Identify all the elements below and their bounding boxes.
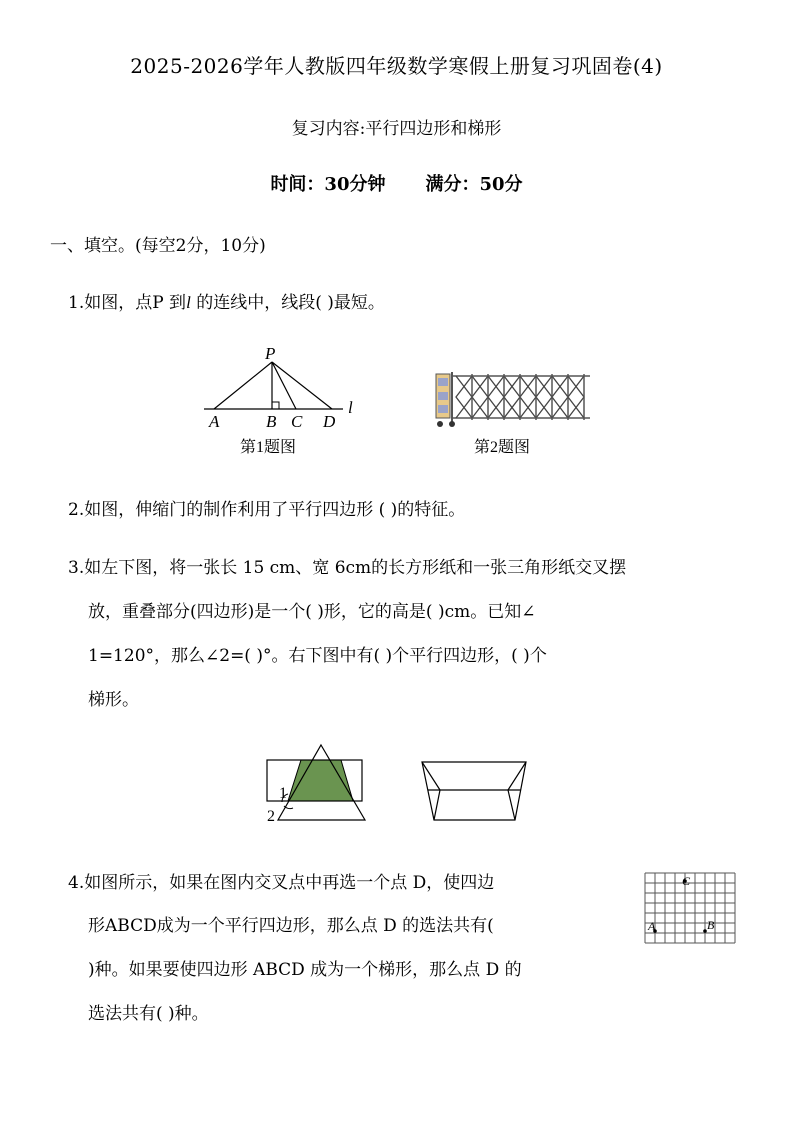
page-subtitle: 复习内容:平行四边形和梯形 [291, 119, 502, 139]
label-c: C [291, 412, 303, 431]
page-title: 2025-2026学年人教版四年级数学寒假上册复习巩固卷(4) [130, 54, 663, 78]
right-angle-mark [272, 402, 279, 409]
question-4-line-1: 4.如图所示，如果在图内交叉点中再选一个点 D，使四边 [68, 873, 495, 893]
time-limit: 时间：30分钟 [270, 174, 386, 195]
segment-pa [214, 362, 272, 409]
label-d: D [323, 412, 336, 431]
label-b: B [266, 412, 277, 431]
angle-2-label: 2 [267, 808, 275, 825]
figure-3-trapezoid [418, 758, 533, 826]
angle-1-label: 1 [279, 785, 287, 802]
section-heading: 一、填空。(每空2分，10分) [50, 236, 266, 256]
label-p: P [265, 344, 276, 363]
grid-label-b: B [707, 918, 715, 932]
segment-pd [272, 362, 332, 409]
full-score: 满分：50分 [425, 174, 523, 195]
question-3-line-1: 3.如左下图，将一张长 15 cm、宽 6cm的长方形纸和一张三角形纸交叉摆 [68, 558, 627, 578]
q1-text-a: 1.如图，点P 到 [68, 293, 187, 313]
gate-wheel [449, 421, 455, 427]
question-3-line-2: 放，重叠部分(四边形)是一个( )形，它的高是( )cm。已知∠ [88, 602, 536, 622]
gate-panel [438, 392, 448, 400]
gate-panel [438, 378, 448, 386]
question-4-line-4: 选法共有( )种。 [88, 1004, 209, 1024]
figure-1-caption: 第1题图 [240, 439, 297, 456]
outer-trapezoid [422, 762, 526, 820]
q1-text-b: 的连线中，线段( )最短。 [190, 293, 385, 313]
question-1 [68, 288, 385, 313]
exam-meta [0, 170, 793, 196]
question-4-line-2: 形ABCD成为一个平行四边形，那么点 D 的选法共有( [88, 916, 494, 936]
grid-label-c: C [682, 874, 691, 888]
right-inner-edge [508, 790, 515, 820]
question-3-line-3: 1=120°，那么∠2=( )°。右下图中有( )个平行四边形，( )个 [88, 646, 547, 666]
question-4-line-3: )种。如果要使四边形 ABCD 成为一个梯形，那么点 D 的 [88, 960, 522, 980]
question-2: 2.如图，伸缩门的制作利用了平行四边形 ( )的特征。 [68, 500, 466, 520]
gate-panel [438, 405, 448, 413]
figure-2-expandable-gate [430, 368, 600, 460]
question-3-line-4: 梯形。 [88, 690, 139, 710]
figure-3-rectangle-triangle [260, 740, 370, 830]
label-l: l [348, 398, 353, 417]
gate-wheel [437, 421, 443, 427]
left-inner-edge [434, 790, 440, 820]
q1-line-label: l [186, 293, 191, 312]
figure-1-perpendicular [198, 340, 368, 460]
grid-label-a: A [648, 919, 656, 933]
label-a: A [209, 412, 220, 431]
figure-2-caption: 第2题图 [474, 439, 531, 456]
figure-4-grid [640, 870, 740, 952]
overlap-trapezoid [288, 760, 353, 801]
